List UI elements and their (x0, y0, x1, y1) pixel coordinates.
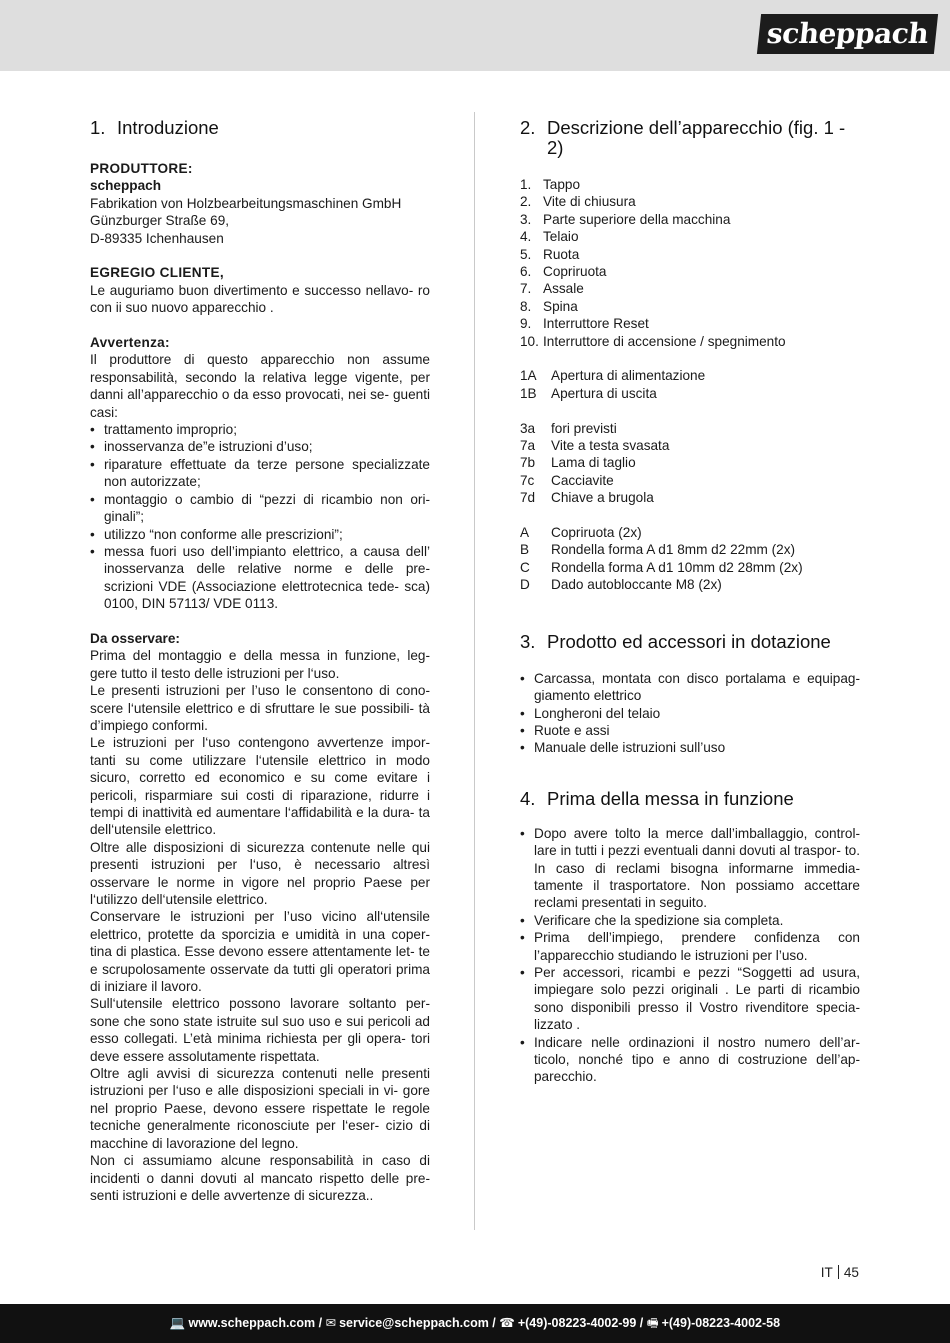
included-items-list (520, 670, 860, 757)
phone-icon: ☎ (499, 1316, 515, 1330)
parts-list (520, 176, 860, 350)
page-number: IT 45 (820, 1265, 859, 1280)
left-column (90, 118, 430, 1204)
list-item: • Prima dell’impiego, prendere confidenza con l’apparecchio studiando le istruzioni per l’uso. (520, 929, 860, 964)
list-item: • Indicare nelle ordinazioni il nostro numero dell’ar- ticolo, nonché tipo e anno di costruzione dell’ap- parecchio. (520, 1034, 860, 1086)
header-band (0, 0, 950, 71)
list-item: 2. Vite di chiusura (520, 194, 636, 210)
startup-list (520, 825, 860, 1086)
column-divider (474, 112, 475, 1230)
warning-text: Il produttore di questo apparecchio non assume responsabilità, secondo la relativa legge vigente, per danni all’apparecchio o da esso provocati, nei se- guenti casi: (90, 352, 430, 420)
manufacturer-line: D-89335 Ichenhausen (90, 230, 224, 246)
list-item: • Per accessori, ricambi e pezzi “Soggetti ad usura, impiegare solo pezzi originali . Le parti di ricambio sono disponibili presso il Vostro rivenditore specia- lizzato . (520, 964, 860, 1034)
observe-block (90, 630, 430, 1204)
components-list (520, 420, 860, 507)
section-1-heading: 1. Introduzione (90, 117, 219, 138)
list-item: 1. Tappo (520, 177, 581, 192)
paragraph: Oltre alle disposizioni di sicurezza contenute nelle qui presenti istruzioni per l‘uso, è necessario altresì osservare le norme in vigore nel proprio Paese per l‘utilizzo dell‘utensile elettrico. (90, 839, 430, 908)
list-item: • Dopo avere tolto la merce dall’imballaggio, control- lare in tutti i pezzi eventuali danni dovuti al traspor- to. In caso di reclami bisogna informarne immedia- tamente il trasportatore. Non possiamo accettare reclami presentati in seguito. (520, 825, 860, 912)
list-item: D Dado autobloccante M8 (2x) (520, 577, 722, 593)
list-item: 8. Spina (520, 298, 578, 314)
manufacturer-label: PRODUTTORE: (90, 161, 193, 176)
paragraph: Le istruzioni per l‘uso contengono avvertenze impor- tanti su come utilizzare l‘utensile elettrico in modo sicuro, corretto ed economico e su come evitare i pericoli, risparmiare sui costi di riparazione, ridurre i tempi di inattività ed aumentare l‘affidabilità e la dura- ta dell‘utensile elettrico. (90, 735, 430, 838)
accessories-list (520, 524, 860, 594)
list-item: • trattamento improprio; (90, 421, 430, 438)
paragraph: Sull‘utensile elettrico possono lavorare soltanto per- sone che sono state istruite sul suo uso e sui pericoli ad esso collegati. L’età minima richiesta per gli opera- tori deve essere assolutamente rispettata. (90, 996, 430, 1064)
website-link[interactable]: www.scheppach.com / (188, 1316, 323, 1330)
customer-text: Le auguriamo buon divertimento e successo nellavo- ro con ii suo nuovo apparecchio . (90, 282, 430, 316)
warning-label: Avvertenza: (90, 335, 170, 351)
list-item: • utilizzo “non conforme alle prescrizioni”; (90, 526, 430, 543)
manufacturer-name: scheppach (90, 178, 162, 194)
list-item: • Verificare che la spedizione sia completa. (520, 912, 860, 929)
manufacturer-line: Günzburger Straße 69, (90, 213, 230, 229)
list-item: 7c Cacciavite (520, 472, 614, 488)
list-item: 1B Apertura di uscita (520, 385, 657, 401)
list-item: 7b Lama di taglio (520, 455, 636, 471)
fax-number: +(49)-08223-4002-58 (661, 1316, 781, 1330)
manufacturer-block (90, 160, 430, 247)
list-item: • Ruote e assi (520, 722, 860, 739)
list-item: 3a fori previsti (520, 420, 617, 436)
brand-logo: scheppach (757, 14, 938, 54)
list-item: A Copriruota (2x) (520, 525, 642, 541)
list-item: 10. Interruttore di accensione / spegnimento (520, 333, 786, 349)
paragraph: Non ci assumiamo alcune responsabilità in caso di incidenti o danni dovuti al mancato rispetto delle pre- senti istruzioni e delle avvertenze di sicurezza.. (90, 1153, 430, 1203)
paragraph: Prima del montaggio e della messa in funzione, leg- gere tutto il testo delle istruzioni per l‘uso. (90, 648, 430, 681)
section-3-heading: 3. Prodotto ed accessori in dotazione (520, 630, 831, 652)
list-item: C Rondella forma A d1 10mm d2 28mm (2x) (520, 559, 803, 575)
list-item: • Longheroni del telaio (520, 705, 860, 722)
list-item: 1A Apertura di alimentazione (520, 368, 706, 384)
list-item: 3. Parte superiore della macchina (520, 211, 731, 227)
openings-list (520, 367, 860, 402)
monitor-icon: 💻 (169, 1316, 186, 1330)
list-item: 4. Telaio (520, 229, 579, 245)
paragraph: Le presenti istruzioni per l’uso le consentono di cono- scere l‘utensile elettrico e di sfruttare le sue possibili- tà d’impiego conformi. (90, 683, 430, 733)
fax-icon: 🖷 (646, 1316, 659, 1330)
list-item: 7a Vite a testa svasata (520, 438, 670, 454)
warning-block (90, 334, 430, 613)
list-item: • Carcassa, montata con disco portalama e equipag- giamento elettrico (520, 670, 860, 705)
list-item: • inosservanza de”e istruzioni d’uso; (90, 438, 430, 455)
paragraph: Conservare le istruzioni per l’uso vicino all‘utensile elettrico, protette da sporcizia e umidità in una coper- tina di plastica. Esse devono essere attentamente let- te e scrupolosamente osservate da tutti gli operatori prima di iniziare il lavoro. (90, 909, 430, 995)
observe-label: Da osservare: (90, 630, 180, 646)
mail-icon: ✉ (325, 1316, 337, 1330)
list-item: 7. Assale (520, 281, 584, 297)
list-item: 9. Interruttore Reset (520, 316, 649, 332)
phone-number: +(49)-08223-4002-99 / (517, 1316, 644, 1330)
section-2-heading: 2. Descrizione dell’apparecchio (fig. 1 - 2) (520, 117, 846, 158)
list-item: B Rondella forma A d1 8mm d2 22mm (2x) (520, 542, 796, 558)
customer-block (90, 264, 430, 316)
list-item: • messa fuori uso dell’impianto elettrico, a causa dell’ inosservanza delle relative norme e delle pre- scrizioni VDE (Associazione elettrotecnica tede- sca) 0100, DIN 57113/ VDE 0113. (90, 543, 430, 613)
list-item: • Manuale delle istruzioni sull’uso (520, 739, 860, 756)
list-item: 5. Ruota (520, 246, 580, 262)
manufacturer-line: Fabrikation von Holzbearbeitungsmaschinen GmbH (90, 195, 402, 211)
list-item: 7d Chiave a brugola (520, 490, 654, 506)
email-link[interactable]: service@scheppach.com / (339, 1316, 496, 1330)
customer-label: EGREGIO CLIENTE, (90, 265, 224, 281)
right-column (520, 118, 860, 1086)
footer-bar (0, 1304, 950, 1343)
list-item: • montaggio o cambio di “pezzi di ricambio non ori- ginali”; (90, 491, 430, 526)
list-item: • riparature effettuate da terze persone specializzate non autorizzate; (90, 456, 430, 491)
paragraph: Oltre agli avvisi di sicurezza contenuti nelle presenti istruzioni per l‘uso e alle disposizioni speciali in vi- gore nel proprio Paese, devono essere rispettate le regole tecniche generalmente riconosciute per l‘eser- cizio di macchine di lavorazione del legno. (90, 1066, 430, 1151)
list-item: 6. Copriruota (520, 264, 607, 280)
section-4-heading: 4. Prima della messa in funzione (520, 787, 794, 809)
